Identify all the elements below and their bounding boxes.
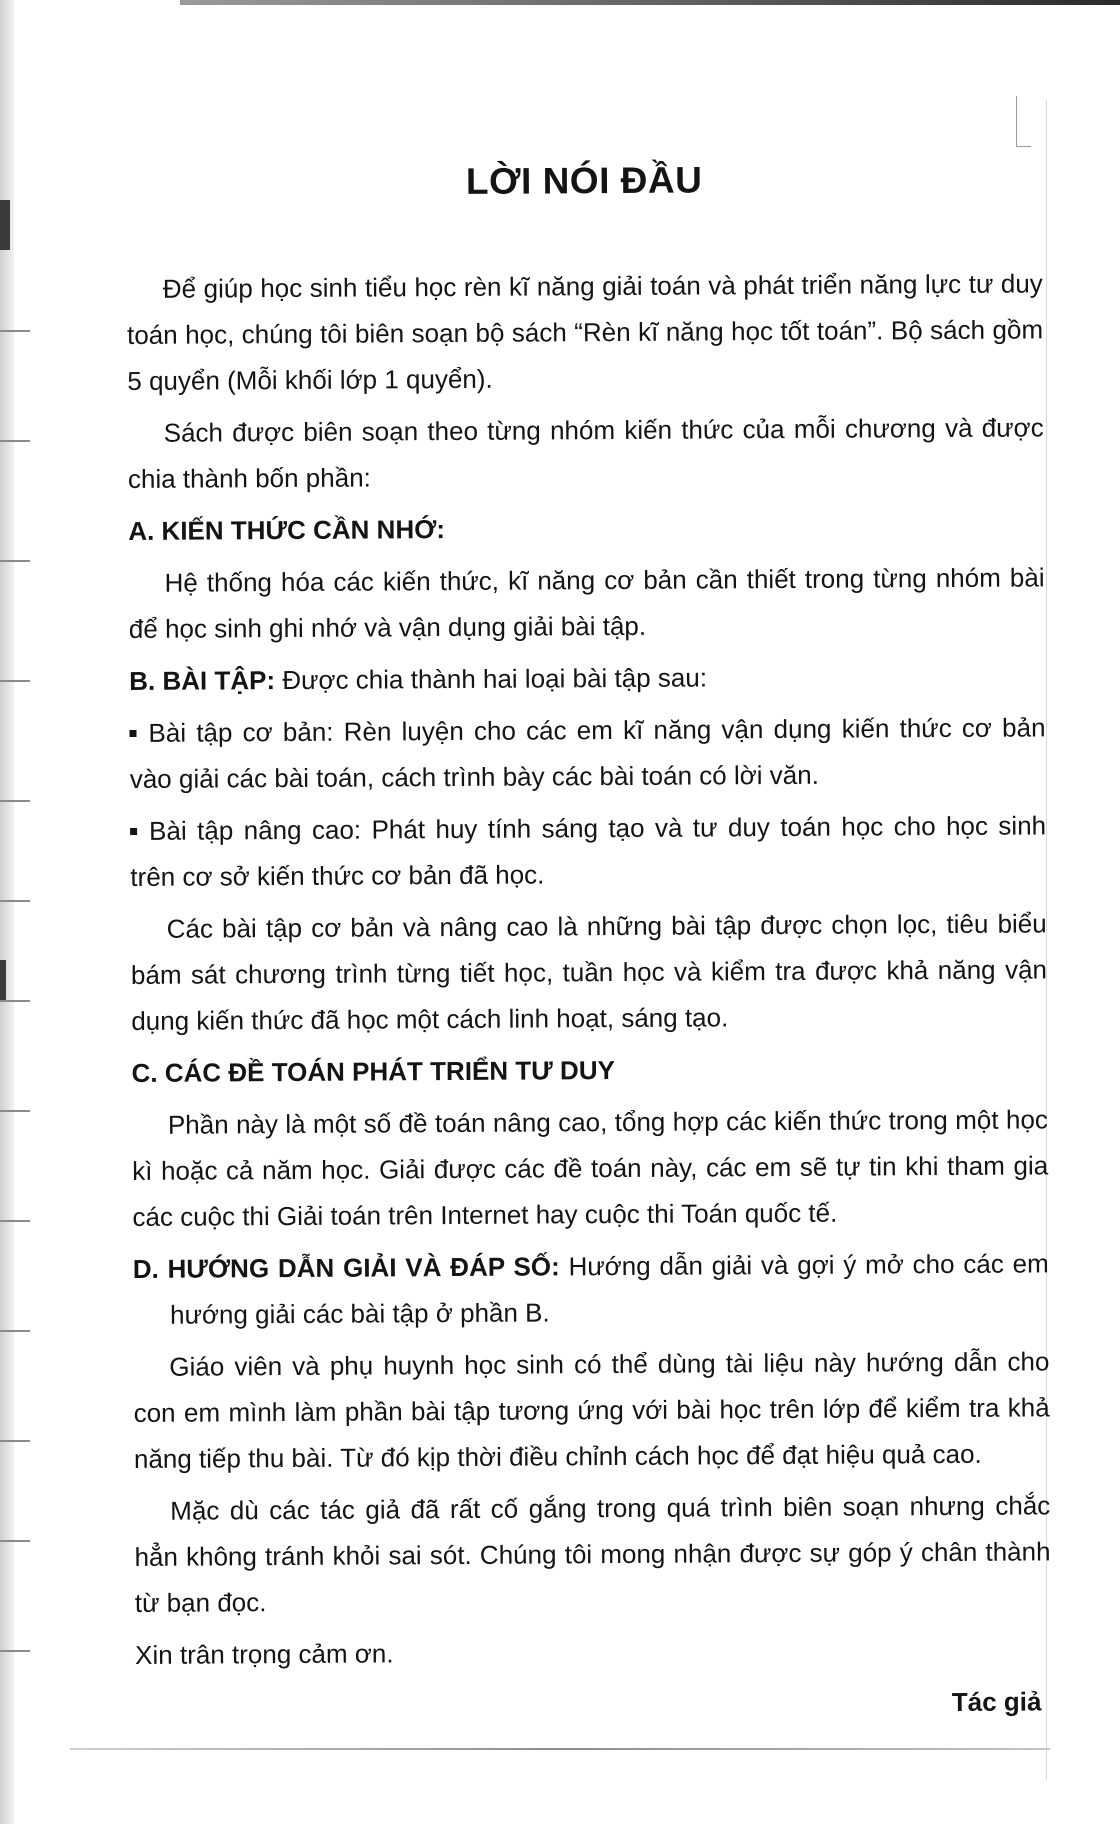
apology-paragraph: Mặc dù các tác giả đã rất cố gắng trong quá trình biên soạn nhưng chắc hẳn không tránh khỏi sai sót. Chúng tôi mong nhận được sự góp ý chân thành từ bạn đọc. [134, 1490, 1051, 1618]
page-corner-mark [1016, 96, 1031, 147]
section-c-text: Phần này là một số đề toán nâng cao, tổng hợp các kiến thức trong một học kì hoặc cả năm học. Giải được các đề toán này, các em sẽ tự tin khi tham gia các cuộc thi Giải toán trên Internet hay cuộc thi Toán quốc tế. [132, 1104, 1049, 1232]
bullet-item [129, 704, 1046, 802]
thanks-line: Xin trân trọng cảm ơn. [135, 1638, 394, 1670]
author-signature: Tác giả [951, 1686, 1042, 1717]
section-a-heading: A. KIẾN THỨC CẦN NHỚ: [128, 514, 446, 546]
binding-shadow [0, 960, 6, 1000]
section-c-heading: C. CÁC ĐỀ TOÁN PHÁT TRIỂN TƯ DUY [131, 1055, 615, 1088]
teachers-paragraph: Giáo viên và phụ huynh học sinh có thể dùng tài liệu này hướng dẫn cho con em mình làm phần bài tập tương ứng với bài học trên lớp để kiểm tra khả năng tiếp thu bài. Từ đó kịp thời điều chỉnh cách học để đạt hiệu quả cao. [133, 1346, 1050, 1474]
page-title: LỜI NÓI ĐẦU [465, 159, 703, 202]
page-bottom-edge [70, 1748, 1050, 1750]
section-b-summary: Các bài tập cơ bản và nâng cao là những bài tập được chọn lọc, tiêu biểu bám sát chương trình từng tiết học, tuần học và kiểm tra được khả năng vận dụng kiến thức đã học một cách linh hoạt, sáng tạo. [130, 908, 1048, 1036]
binding-shadow [0, 200, 10, 250]
bullet-square-icon [130, 828, 137, 835]
preface-body [126, 154, 1052, 1730]
section-b-text: Được chia thành hai loại bài tập sau: [274, 662, 708, 696]
bullet-item [130, 802, 1047, 900]
section-d-label: D. HƯỚNG DẪN GIẢI VÀ ĐÁP SỐ: [132, 1251, 560, 1284]
bullet-square-icon [129, 730, 136, 737]
structure-paragraph: Sách được biên soạn theo từng nhóm kiến thức của mỗi chương và được chia thành bốn phần: [127, 412, 1044, 494]
bullet-text: Bài tập cơ bản: Rèn luyện cho các em kĩ năng vận dụng kiến thức cơ bản vào giải các bài toán, cách trình bày các bài toán có lời văn. [129, 712, 1046, 794]
section-a-text: Hệ thống hóa các kiến thức, kĩ năng cơ bản cần thiết trong từng nhóm bài để học sinh ghi nhớ và vận dụng giải bài tập. [128, 562, 1045, 644]
section-b-line [129, 652, 1045, 704]
bullet-text: Bài tập nâng cao: Phát huy tính sáng tạo và tư duy toán học cho học sinh trên cơ sở kiến thức cơ bản đã học. [130, 810, 1047, 892]
scan-left-edge [0, 0, 14, 1824]
section-b-label: B. BÀI TẬP: [129, 665, 276, 696]
section-d-line [133, 1240, 1050, 1338]
section-d-text: Hướng dẫn giải và gợi ý mở cho các em hướng giải các bài tập ở phần B. [169, 1248, 1049, 1330]
intro-paragraph: Để giúp học sinh tiểu học rèn kĩ năng giải toán và phát triển năng lực tư duy toán học, chúng tôi biên soạn bộ sách “Rèn kĩ năng học tốt toán”. Bộ sách gồm 5 quyển (Mỗi khối lớp 1 quyển). [126, 268, 1044, 396]
scan-top-edge [180, 0, 1120, 5]
